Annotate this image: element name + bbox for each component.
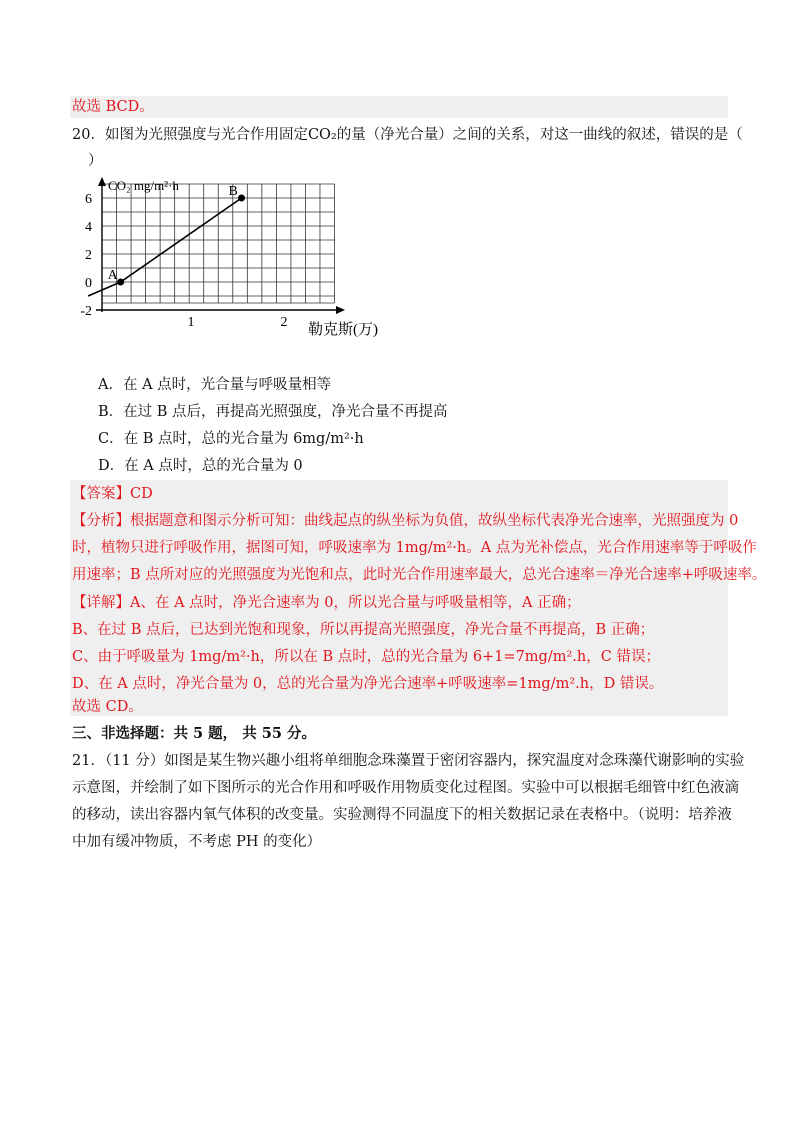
chart-axes [96,177,345,314]
conclusion-line: 故选 CD。 [72,699,143,715]
point-label-b: B [228,184,238,199]
point-label-a: A [107,268,118,283]
q21-line-3: 的移动，读出容器内氧气体积的改变量。实验测得不同温度下的相关数据记录在表格中。（说明：培养液 [72,807,732,823]
q21-line-4: 中加有缓冲物质，不考虑 PH 的变化） [72,834,322,850]
q21-line-2: 示意图，并绘制了如下图所示的光合作用和呼吸作用物质变化过程图。实验中可以根据毛细管中红色液滴 [72,780,739,796]
section3-heading: 三、非选择题：共 5 题， 共 55 分。 [72,725,317,742]
x-axis-label: 勒克斯(万) [308,322,378,338]
detail-line-4: D、在 A 点时，净光合量为 0，总的光合量为净光合速率+呼吸速率=1mg/m².h，D 错误。 [72,676,664,692]
chart-labels [80,178,378,338]
x-tick-label: 2 [280,315,288,330]
x-axis-arrow [336,306,345,314]
detail-line-3: C、由于呼吸量为 1mg/m²·h，所以在 B 点时，总的光合量为 6+1=7mg/m².h，C 错误； [72,649,660,665]
x-tick-label: 1 [187,315,195,330]
q20-option-a: A．在 A 点时，光合量与呼吸量相等 [98,377,332,393]
point-a [117,279,124,286]
q20-option-d: D．在 A 点时，总的光合量为 0 [98,458,303,474]
y-tick-label: 6 [85,192,92,207]
prev-answer: 故选 BCD。 [72,99,154,115]
q20-option-b: B．在过 B 点后，再提高光照强度，净光合量不再提高 [98,404,448,420]
analysis-line-1: 【分析】根据题意和图示分析可知：曲线起点的纵坐标为负值，故纵坐标代表净光合速率，光照强度为 0 [72,513,739,529]
net-photosynthesis-chart [80,172,400,347]
detail-line-2: B、在过 B 点后，已达到光饱和现象，所以再提高光照强度，净光合量不再提高，B 正确； [72,622,655,638]
analysis-line-2: 时，植物只进行呼吸作用，据图可知，呼吸速率为 1mg/m²·h。A 点为光补偿点，光合作用速率等于呼吸作 [72,540,757,556]
q21-line-1: 21．（11 分）如图是某生物兴趣小组将单细胞念珠藻置于密闭容器内，探究温度对念珠藻代谢影响的实验 [72,753,745,769]
point-b [238,195,245,202]
q20-stem-line2: ） [88,153,103,169]
chart-grid [102,184,335,303]
y-axis-arrow [98,177,106,186]
y-tick-label: -2 [80,304,92,319]
detail-line-1: 【详解】A、在 A 点时，净光合速率为 0，所以光合量与呼吸量相等，A 正确； [72,595,581,611]
answer-line: 【答案】CD [72,486,153,502]
prev-answer-shade [70,96,728,118]
q20-option-c: C．在 B 点时，总的光合量为 6mg/m²·h [98,431,364,447]
y-axis-label: CO₂ mg/m²·h [108,178,179,193]
q20-stem-line1: 20．如图为光照强度与光合作用固定CO₂的量（净光合量）之间的关系，对这一曲线的叙述，错误的是（ [72,127,743,143]
analysis-line-3: 用速率；B 点所对应的光照强度为光饱和点，此时光合作用速率最大，总光合速率＝净光合速率+呼吸速率。 [72,567,767,583]
y-tick-label: 4 [85,220,92,235]
y-tick-label: 0 [85,276,92,291]
y-tick-label: 2 [85,248,92,263]
